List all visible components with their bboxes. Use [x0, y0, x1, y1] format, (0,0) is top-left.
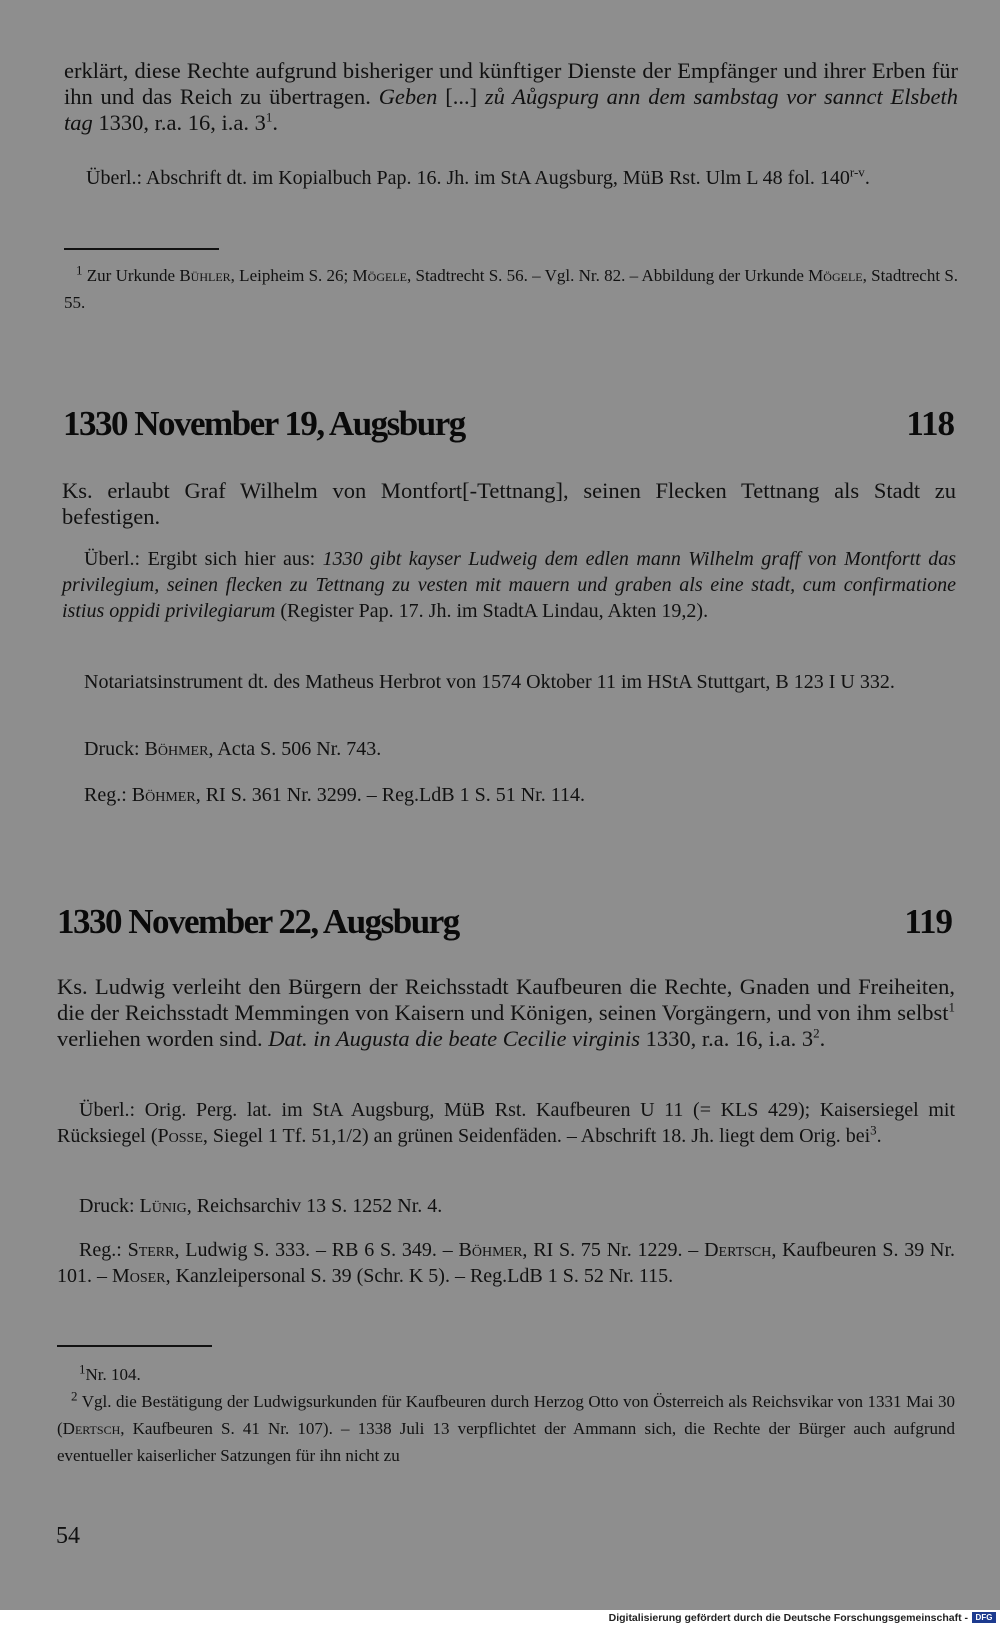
footnote-marker: 2: [71, 1388, 78, 1404]
continuation-text: erklärt, diese Rechte aufgrund bisheriger und künftiger Dienste der Empfänger und ihrer Erben für ihn und das Reich zu übertragen.: [64, 58, 958, 109]
entry-119-regest: [57, 1237, 955, 1289]
entry-119-heading: 1330 November 22, Augsburg: [57, 902, 459, 941]
uberl-source: (Register Pap. 17. Jh. im StadtA Lindau, Akten 19,2).: [280, 600, 709, 622]
footnote-ref: 1: [948, 999, 955, 1015]
folio-sup: r-v: [849, 164, 865, 180]
summary-date: 1330, r.a. 16, i.a. 3: [645, 1026, 814, 1051]
top-uberlieferung: Überl.: Abschrift dt. im Kopialbuch Pap. 16. Jh. im StA Augsburg, MüB Rst. Ulm L 48 fol. 140$^{r-v}$.: [86, 164, 870, 189]
fn-text: , Stadtrecht S. 55.: [64, 266, 959, 312]
entry-118-number: 118: [906, 404, 954, 443]
entry-118-uberlieferung: [62, 546, 956, 624]
footnote-ref: 3: [870, 1122, 877, 1138]
dfg-logo: DFG: [972, 1612, 996, 1623]
fn-text: Nr. 104.: [85, 1365, 141, 1384]
author-name: Moser: [112, 1265, 166, 1287]
entry-118-notariat: Notariatsinstrument dt. des Matheus Herbrot von 1574 Oktober 11 im HStA Stuttgart, B 123 I U 332.: [84, 671, 895, 693]
druck-text: , Acta S. 506 Nr. 743.: [208, 738, 382, 760]
druck-label: Druck:: [79, 1195, 135, 1217]
entry-119-uberlieferung: Überl.: Orig. Perg. lat. im StA Augsburg, MüB Rst. Kaufbeuren U 11 (= KLS 429); Kaisersiegel mit Rücksiegel (Posse, Siegel 1 Tf. 51,1/2) an grünen Seidenfäden. – Abschrift 18. Jh. liegt dem Orig. bei$^3$.: [57, 1099, 955, 1147]
entry-119-number: 119: [904, 902, 952, 941]
entry-119-summary: Ks. Ludwig verleiht den Bürgern der Reichsstadt Kaufbeuren die Rechte, Gnaden und Freiheiten, die der Reichsstadt Memmingen von Kaisern und Königen, seinen Vorgängern, und von ihm selbst$^1$ verliehen worden sind. Dat. in Augusta die beate Cecilie virginis 1330, r.a. 16, i.a. $3^2$.: [57, 974, 955, 1051]
continuation-paragraph: erklärt, diese Rechte aufgrund bisheriger und künftiger Dienste der Empfänger und ihrer Erben für ihn und das Reich zu übertragen. Geben [...] zů Aůgspurg ann dem sambstag vor sannct Elsbeth tag 1330, r.a. 16, i.a. $3^1$.: [64, 58, 959, 135]
author-name: Mögele: [352, 266, 407, 285]
reg-label: Reg.:: [79, 1239, 122, 1261]
author-name: Dertsch: [704, 1239, 772, 1261]
author-name: Dertsch: [62, 1419, 121, 1438]
entry-119-footnote-2: [57, 1388, 955, 1469]
entry-119-druck: [79, 1193, 955, 1219]
entry-118-summary: Ks. erlaubt Graf Wilhelm von Montfort[-Tettnang], seinen Flecken Tettnang als Stadt zu befestigen.: [62, 478, 956, 529]
reg-text: , Ludwig S. 333. – RB 6 S. 349. –: [174, 1239, 453, 1261]
reg-text: , Kanzleipersonal S. 39 (Schr. K 5). – Reg.LdB 1 S. 52 Nr. 115.: [165, 1265, 674, 1287]
author-name: Posse: [157, 1125, 203, 1147]
author-name: Bühler: [179, 266, 231, 285]
summary-text: Ks. Ludwig verleiht den Bürgern der Reichsstadt Kaufbeuren die Rechte, Gnaden und Freiheiten, die der Reichsstadt Memmingen von Kaisern und Königen, seinen Vorgängern, und von ihm selbst: [57, 974, 955, 1025]
reg-label: Reg.:: [84, 784, 127, 806]
footnote-marker: 1: [76, 262, 83, 278]
footnote-ref: 2: [813, 1025, 820, 1041]
footnote-rule: [64, 248, 219, 250]
fn-text: , Kaufbeuren S. 41 Nr. 107). – 1338 Juli 13 verpflichtet der Ammann sich, die Rechte der Bürger auch aufgrund eventueller kaiserlicher Satzungen für ihn nicht zu: [57, 1419, 955, 1465]
footnote-ref: 1: [265, 109, 273, 125]
reg-text: , RI S. 361 Nr. 3299. – Reg.LdB 1 S. 51 Nr. 114.: [195, 784, 585, 806]
continuation-date: 1330, r.a. 16, i.a. 3: [98, 110, 266, 135]
author-name: Mögele: [808, 266, 863, 285]
author-name: Böhmer: [458, 1239, 523, 1261]
dating-clause: Dat. in Augusta die beate Cecilie virginis: [268, 1026, 641, 1051]
uberl-text: Überl.: Orig. Perg. lat. im StA Augsburg, MüB Rst. Kaufbeuren U 11 (= KLS 429); Kaisersiegel mit Rücksiegel (: [57, 1099, 955, 1147]
author-name: Böhmer: [144, 738, 209, 760]
register-quote: 1330 gibt kayser Ludweig dem edlen mann Wilhelm graff von Montfortt das privilegium, seinen flecken zu Tettnang zu vesten mit mauern und graben als eine stadt, cum confirmatione istius oppidi privilegiarum: [62, 548, 956, 622]
author-name: Sterr: [127, 1239, 175, 1261]
druck-label: Druck:: [84, 738, 140, 760]
continuation-ellipsis: [...]: [445, 84, 478, 109]
reg-text: , Kaufbeuren S. 39 Nr. 101. –: [57, 1239, 956, 1287]
author-name: Böhmer: [131, 784, 196, 806]
footnote-rule: [57, 1345, 212, 1347]
reg-text: , RI S. 75 Nr. 1229. –: [522, 1239, 699, 1261]
continuation-italic-2: zů Aůgspurg ann dem sambstag vor sannct Elsbeth tag: [64, 84, 959, 135]
entry-118-regest: [84, 782, 956, 808]
fn-text: , Leipheim S. 26;: [230, 266, 349, 285]
entry-118-heading: 1330 November 19, Augsburg: [63, 404, 465, 443]
page-number: 54: [56, 1523, 80, 1549]
continuation-italic-1: Geben: [378, 84, 438, 109]
author-name: Lünig: [139, 1195, 187, 1217]
fn-text: Vgl. die Bestätigung der Ludwigsurkunden für Kaufbeuren durch Herzog Otto von Österreich als Reichsvikar von 1331 Mai 30 (: [57, 1392, 955, 1438]
uberl-text: , Siegel 1 Tf. 51,1/2) an grünen Seidenfäden. – Abschrift 18. Jh. liegt dem Orig. bei: [202, 1125, 871, 1147]
summary-text: verliehen worden sind.: [57, 1026, 263, 1051]
druck-text: , Reichsarchiv 13 S. 1252 Nr. 4.: [186, 1195, 443, 1217]
top-footnote-1: [64, 262, 958, 316]
funding-credit: Digitalisierung gefördert durch die Deutsche Forschungsgemeinschaft -: [608, 1612, 968, 1624]
fn-text: Zur Urkunde: [86, 266, 176, 285]
top-uberl-text: Überl.: Abschrift dt. im Kopialbuch Pap. 16. Jh. im StA Augsburg, MüB Rst. Ulm L 48 fol. 140: [86, 167, 850, 189]
footnote-marker: 1: [79, 1361, 86, 1377]
fn-text: , Stadtrecht S. 56. – Vgl. Nr. 82. – Abbildung der Urkunde: [407, 266, 804, 285]
uberl-label: Überl.: Ergibt sich hier aus:: [84, 548, 316, 570]
entry-119-footnote-1: [57, 1361, 955, 1388]
entry-118-druck: [84, 736, 956, 762]
